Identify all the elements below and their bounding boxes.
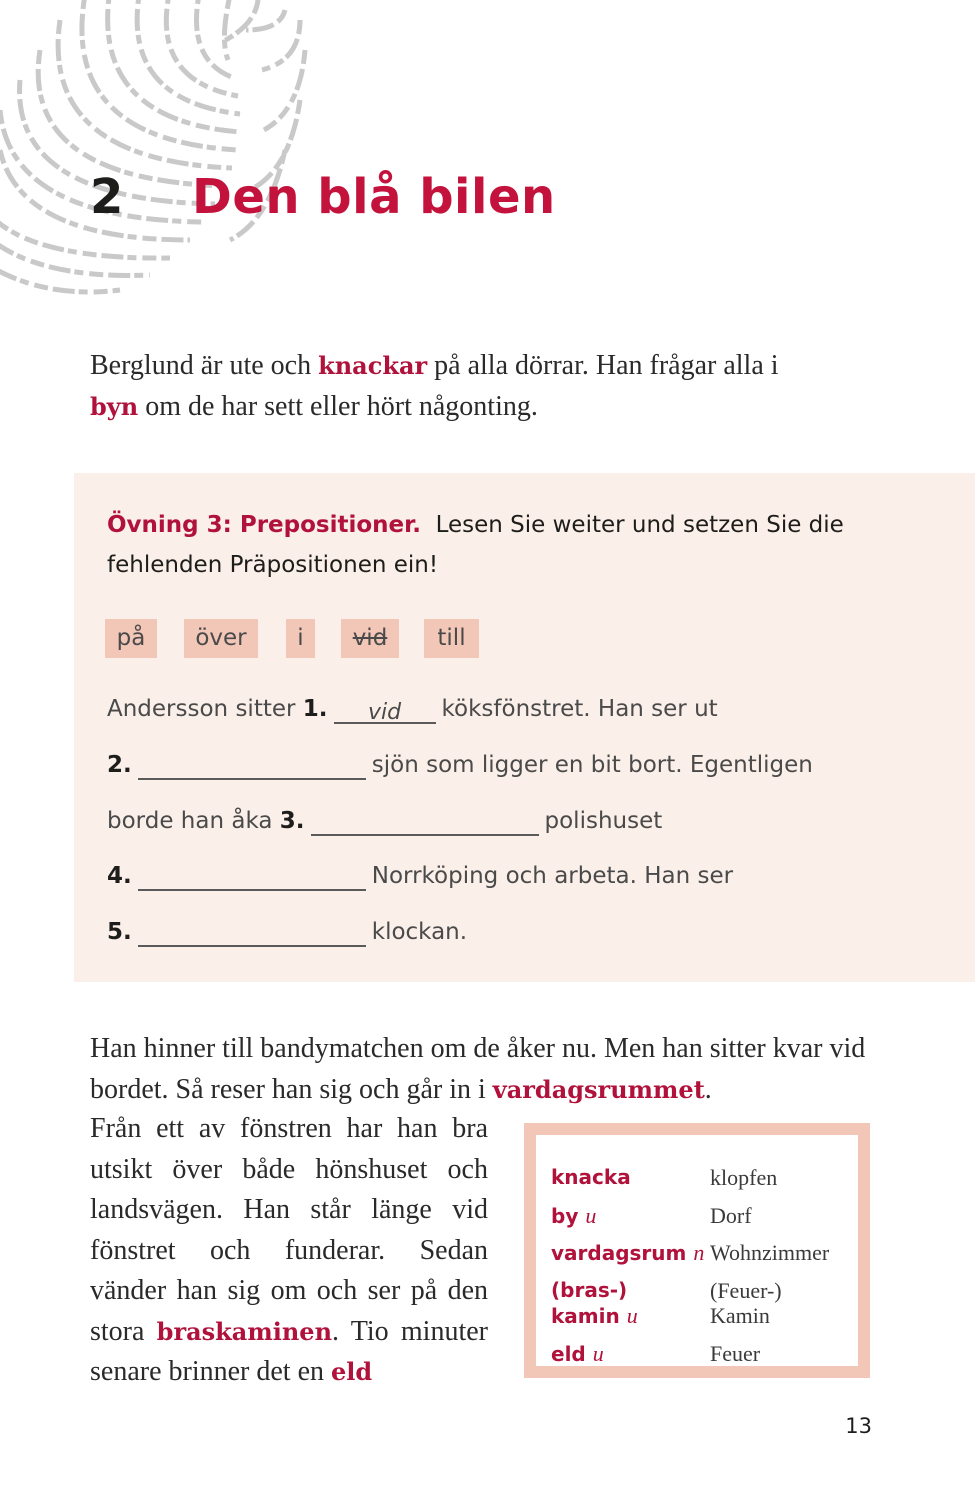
answer-blank-1[interactable]: vid bbox=[334, 694, 436, 724]
chapter-number: 2 bbox=[90, 169, 124, 225]
vocab-german: Wohnzimmer bbox=[710, 1240, 830, 1265]
word-chip[interactable]: till bbox=[424, 619, 479, 658]
fingerprint-decoration bbox=[0, 0, 330, 300]
answer-blank-2[interactable] bbox=[138, 750, 366, 780]
word-chip[interactable]: i bbox=[286, 619, 315, 658]
exercise-line-1: Andersson sitter 1. vid köksfönstret. Han ser ut bbox=[107, 696, 718, 725]
vocab-swedish: (bras-) kamin u bbox=[551, 1278, 638, 1328]
vocab-swedish: vardagsrum n bbox=[551, 1240, 705, 1265]
exercise-box bbox=[74, 473, 975, 982]
highlight-word: byn bbox=[90, 391, 139, 421]
story-paragraph-3: Från ett av fönstren har han bra utsikt över både hönshuset och landsvägen. Han står länge vid fönstret och funderar. Sedan vänder han sig om och ser på den stora braskaminen. Tio minuter senare brinner det en eld bbox=[90, 1113, 488, 1387]
highlight-word: eld bbox=[331, 1357, 373, 1386]
vocab-german: (Feuer-) Kamin bbox=[710, 1278, 782, 1328]
answer-blank-4[interactable] bbox=[138, 861, 366, 891]
vocab-swedish: eld u bbox=[551, 1341, 604, 1366]
word-chip-used[interactable]: vid bbox=[341, 619, 399, 658]
vocab-german: Feuer bbox=[710, 1341, 761, 1366]
page-number: 13 bbox=[845, 1414, 872, 1438]
vocabulary-box bbox=[524, 1123, 870, 1378]
chapter-title: Den blå bilen bbox=[192, 169, 556, 225]
intro-paragraph: Berglund är ute och knackar på alla dörrar. Han frågar alla i byn om de har sett eller hört någonting. bbox=[90, 350, 779, 422]
answer-blank-5[interactable] bbox=[138, 917, 366, 947]
exercise-line-4: 4. Norrköping och arbeta. Han ser bbox=[107, 863, 734, 889]
chapter-heading bbox=[90, 162, 556, 232]
highlight-word: knackar bbox=[318, 351, 428, 380]
word-chip[interactable]: över bbox=[184, 619, 258, 658]
highlight-word: braskaminen bbox=[156, 1316, 333, 1346]
exercise-line-3: borde han åka 3. polishuset bbox=[107, 808, 663, 834]
vocab-german: klopfen bbox=[710, 1165, 778, 1190]
vocab-german: Dorf bbox=[710, 1203, 752, 1228]
story-paragraph-2: Han hinner till bandymatchen om de åker nu. Men han sitter kvar vid bordet. Så reser han sig och går in i vardagsrummet. bbox=[90, 1033, 866, 1105]
vocab-swedish: by u bbox=[551, 1203, 597, 1228]
word-chip[interactable]: på bbox=[105, 619, 157, 658]
exercise-label: Övning 3: Prepositioner. bbox=[107, 512, 421, 538]
vocab-swedish: knacka bbox=[551, 1165, 631, 1189]
exercise-instruction: Lesen Sie weiter und setzen Sie die fehlenden Präpositionen ein! bbox=[107, 512, 844, 578]
highlight-word: vardagsrummet bbox=[492, 1074, 705, 1104]
exercise-line-2: 2. sjön som ligger en bit bort. Egentligen bbox=[107, 752, 813, 778]
exercise-line-5: 5. klockan. bbox=[107, 919, 468, 945]
exercise-heading bbox=[107, 505, 907, 585]
answer-blank-3[interactable] bbox=[311, 806, 539, 836]
